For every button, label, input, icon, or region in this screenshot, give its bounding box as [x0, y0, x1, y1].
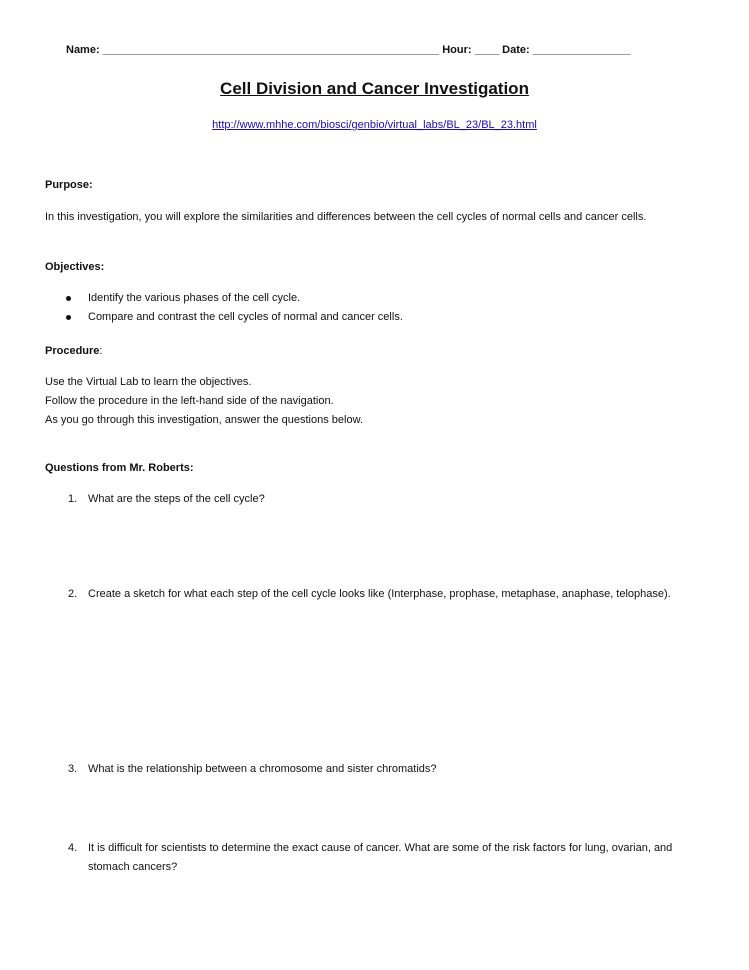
list-item: Identify the various phases of the cell cycle.: [66, 289, 403, 308]
question-number: 2.: [68, 588, 78, 600]
name-blank: _______________________________________________________: [102, 44, 440, 56]
procedure-heading: [45, 344, 102, 360]
question-text: What are the steps of the cell cycle?: [88, 493, 265, 505]
question-number: 1.: [68, 493, 78, 505]
page-title: Cell Division and Cancer Investigation: [220, 79, 529, 98]
objectives-heading: Objectives:: [45, 261, 105, 273]
question-item: [68, 839, 688, 877]
procedure-line: As you go through this investigation, answer the questions below.: [45, 414, 363, 426]
purpose-text: In this investigation, you will explore the similarities and differences between the cell cycles of normal cells and cancer cells.: [45, 211, 647, 223]
question-item: [68, 490, 688, 509]
question-item: [68, 585, 688, 604]
objectives-list: [66, 289, 403, 327]
student-info-line: [66, 43, 686, 59]
date-blank: ________________: [532, 44, 631, 56]
hour-label: Hour:: [442, 44, 472, 56]
question-text: It is difficult for scientists to determine the exact cause of cancer. What are some of the risk factors for lung, ovarian, and stomach cancers?: [88, 842, 673, 873]
purpose-heading: Purpose:: [45, 179, 93, 191]
name-label: Name:: [66, 44, 100, 56]
questions-heading: Questions from Mr. Roberts:: [45, 462, 194, 474]
procedure-colon: :: [99, 345, 103, 357]
question-number: 4.: [68, 842, 78, 854]
procedure-label: Procedure: [45, 345, 100, 357]
virtual-lab-link[interactable]: http://www.mhhe.com/biosci/genbio/virtual_labs/BL_23/BL_23.html: [212, 119, 537, 131]
question-text: Create a sketch for what each step of the cell cycle looks like (Interphase, prophase, metaphase, anaphase, telophase).: [88, 588, 671, 600]
hour-blank: ____: [474, 44, 500, 56]
question-text: What is the relationship between a chromosome and sister chromatids?: [88, 763, 437, 775]
list-item: Compare and contrast the cell cycles of normal and cancer cells.: [66, 308, 403, 327]
question-number: 3.: [68, 763, 78, 775]
procedure-line: Use the Virtual Lab to learn the objectives.: [45, 376, 252, 388]
question-item: [68, 760, 688, 779]
procedure-line: Follow the procedure in the left-hand side of the navigation.: [45, 395, 334, 407]
date-label: Date:: [502, 44, 530, 56]
procedure-text: [45, 373, 705, 430]
